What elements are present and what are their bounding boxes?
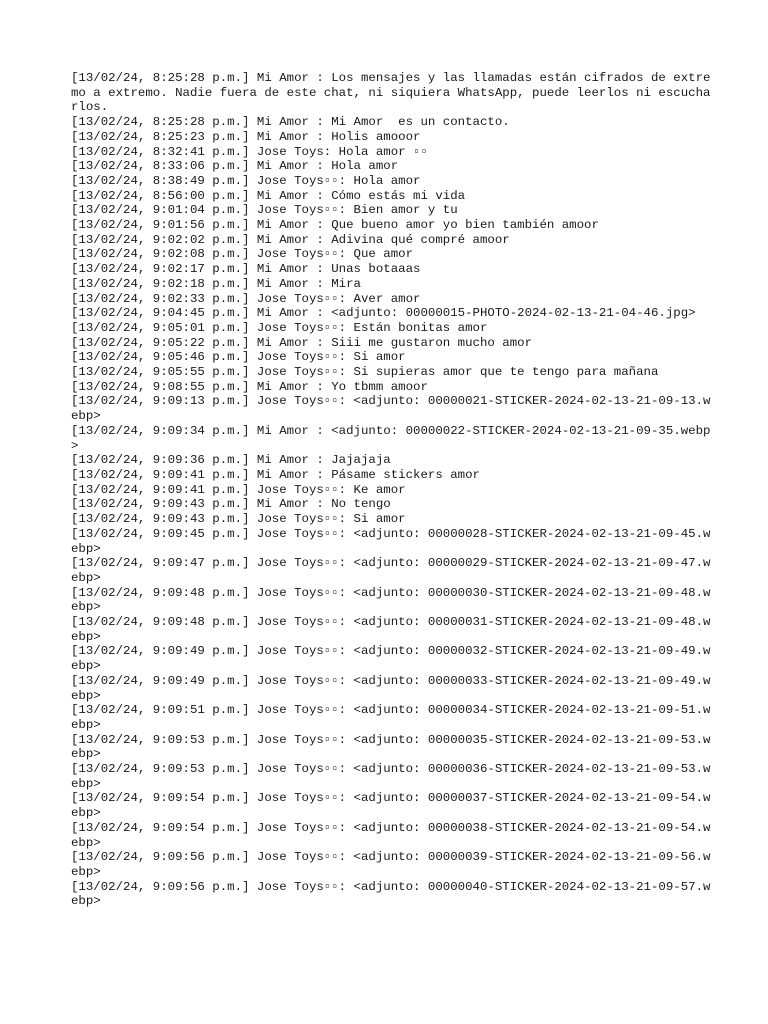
chat-line: [13/02/24, 9:09:13 p.m.] Jose Toys▫▫: <adjunto: 00000021-STICKER-2024-02-13-21-09-13.webp>: [71, 394, 711, 424]
chat-line: [13/02/24, 9:02:08 p.m.] Jose Toys▫▫: Que amor: [71, 247, 414, 262]
chat-line: [13/02/24, 9:05:22 p.m.] Mi Amor : Siii me gustaron mucho amor: [71, 335, 533, 350]
chat-line: [13/02/24, 9:09:43 p.m.] Jose Toys▫▫: Si amor: [71, 512, 406, 527]
chat-line: [13/02/24, 9:02:18 p.m.] Mi Amor : Mira: [71, 276, 361, 291]
chat-line: [13/02/24, 8:33:06 p.m.] Mi Amor : Hola amor: [71, 159, 399, 174]
chat-line: [13/02/24, 9:09:48 p.m.] Jose Toys▫▫: <adjunto: 00000030-STICKER-2024-02-13-21-09-48.webp>: [71, 585, 711, 615]
chat-line: [13/02/24, 9:09:56 p.m.] Jose Toys▫▫: <adjunto: 00000039-STICKER-2024-02-13-21-09-56.webp>: [71, 850, 711, 879]
chat-line: [13/02/24, 8:56:00 p.m.] Mi Amor : Cómo estás mi vida: [71, 188, 466, 203]
chat-line: [13/02/24, 9:09:41 p.m.] Jose Toys▫▫: Ke amor: [71, 482, 406, 497]
chat-line: [13/02/24, 9:02:17 p.m.] Mi Amor : Unas botaaas: [71, 262, 421, 277]
chat-line: [13/02/24, 9:09:49 p.m.] Jose Toys▫▫: <adjunto: 00000033-STICKER-2024-02-13-21-09-49.webp>: [71, 673, 711, 703]
chat-line: [13/02/24, 9:05:01 p.m.] Jose Toys▫▫: Están bonitas amor: [71, 320, 488, 335]
chat-line: [13/02/24, 9:01:04 p.m.] Jose Toys▫▫: Bien amor y tu: [71, 203, 458, 218]
chat-line: [13/02/24, 8:25:28 p.m.] Mi Amor : Los mensajes y las llamadas están cifrados de extremo a extremo. Nadie fuera de este chat, ni siquiera WhatsApp, puede leerlos ni escucharlos.: [71, 71, 711, 115]
chat-line: [13/02/24, 9:01:56 p.m.] Mi Amor : Que bueno amor yo bien también amoor: [71, 218, 599, 233]
chat-line: [13/02/24, 9:09:36 p.m.] Mi Amor : Jajajaja: [71, 453, 391, 468]
chat-line: [13/02/24, 9:09:54 p.m.] Jose Toys▫▫: <adjunto: 00000037-STICKER-2024-02-13-21-09-54.webp>: [71, 791, 711, 821]
chat-line: [13/02/24, 9:09:45 p.m.] Jose Toys▫▫: <adjunto: 00000028-STICKER-2024-02-13-21-09-45.webp>: [71, 526, 711, 556]
chat-line: [13/02/24, 9:08:55 p.m.] Mi Amor : Yo tbmm amoor: [71, 379, 428, 394]
chat-line: [13/02/24, 9:09:53 p.m.] Jose Toys▫▫: <adjunto: 00000036-STICKER-2024-02-13-21-09-53.webp>: [71, 762, 711, 791]
chat-line: [13/02/24, 9:09:48 p.m.] Jose Toys▫▫: <adjunto: 00000031-STICKER-2024-02-13-21-09-48.webp>: [71, 615, 711, 644]
chat-line: [13/02/24, 9:02:33 p.m.] Jose Toys▫▫: Aver amor: [71, 291, 421, 306]
chat-line: [13/02/24, 9:02:02 p.m.] Mi Amor : Adivina qué compré amoor: [71, 232, 510, 247]
chat-line: [13/02/24, 8:25:28 p.m.] Mi Amor : Mi Amor es un contacto.: [71, 115, 510, 130]
chat-line: [13/02/24, 9:09:51 p.m.] Jose Toys▫▫: <adjunto: 00000034-STICKER-2024-02-13-21-09-51.webp>: [71, 703, 711, 732]
chat-line: [13/02/24, 8:25:23 p.m.] Mi Amor : Holis amooor: [71, 129, 421, 144]
chat-line: [13/02/24, 9:09:47 p.m.] Jose Toys▫▫: <adjunto: 00000029-STICKER-2024-02-13-21-09-47.webp>: [71, 556, 711, 585]
chat-line: [13/02/24, 9:05:46 p.m.] Jose Toys▫▫: Si amor: [71, 350, 406, 365]
chat-line: [13/02/24, 9:09:41 p.m.] Mi Amor : Pásame stickers amor: [71, 467, 480, 482]
chat-line: [13/02/24, 8:38:49 p.m.] Jose Toys▫▫: Hola amor: [71, 173, 421, 188]
chat-line: [13/02/24, 9:09:54 p.m.] Jose Toys▫▫: <adjunto: 00000038-STICKER-2024-02-13-21-09-54.webp>: [71, 820, 711, 850]
chat-line: [13/02/24, 9:05:55 p.m.] Jose Toys▫▫: Si supieras amor que te tengo para mañana: [71, 365, 659, 380]
chat-line: [13/02/24, 8:32:41 p.m.] Jose Toys: Hola amor ▫▫: [71, 144, 428, 159]
chat-transcript: [71, 71, 711, 909]
chat-line: [13/02/24, 9:09:43 p.m.] Mi Amor : No tengo: [71, 497, 391, 512]
chat-line: [13/02/24, 9:09:53 p.m.] Jose Toys▫▫: <adjunto: 00000035-STICKER-2024-02-13-21-09-53.webp>: [71, 732, 711, 762]
chat-line: [13/02/24, 9:04:45 p.m.] Mi Amor : <adjunto: 00000015-PHOTO-2024-02-13-21-04-46.jpg>: [71, 306, 696, 321]
chat-line: [13/02/24, 9:09:34 p.m.] Mi Amor : <adjunto: 00000022-STICKER-2024-02-13-21-09-35.webp>: [71, 423, 711, 453]
chat-line: [13/02/24, 9:09:49 p.m.] Jose Toys▫▫: <adjunto: 00000032-STICKER-2024-02-13-21-09-49.webp>: [71, 644, 711, 674]
chat-line: [13/02/24, 9:09:56 p.m.] Jose Toys▫▫: <adjunto: 00000040-STICKER-2024-02-13-21-09-57.webp>: [71, 879, 711, 909]
